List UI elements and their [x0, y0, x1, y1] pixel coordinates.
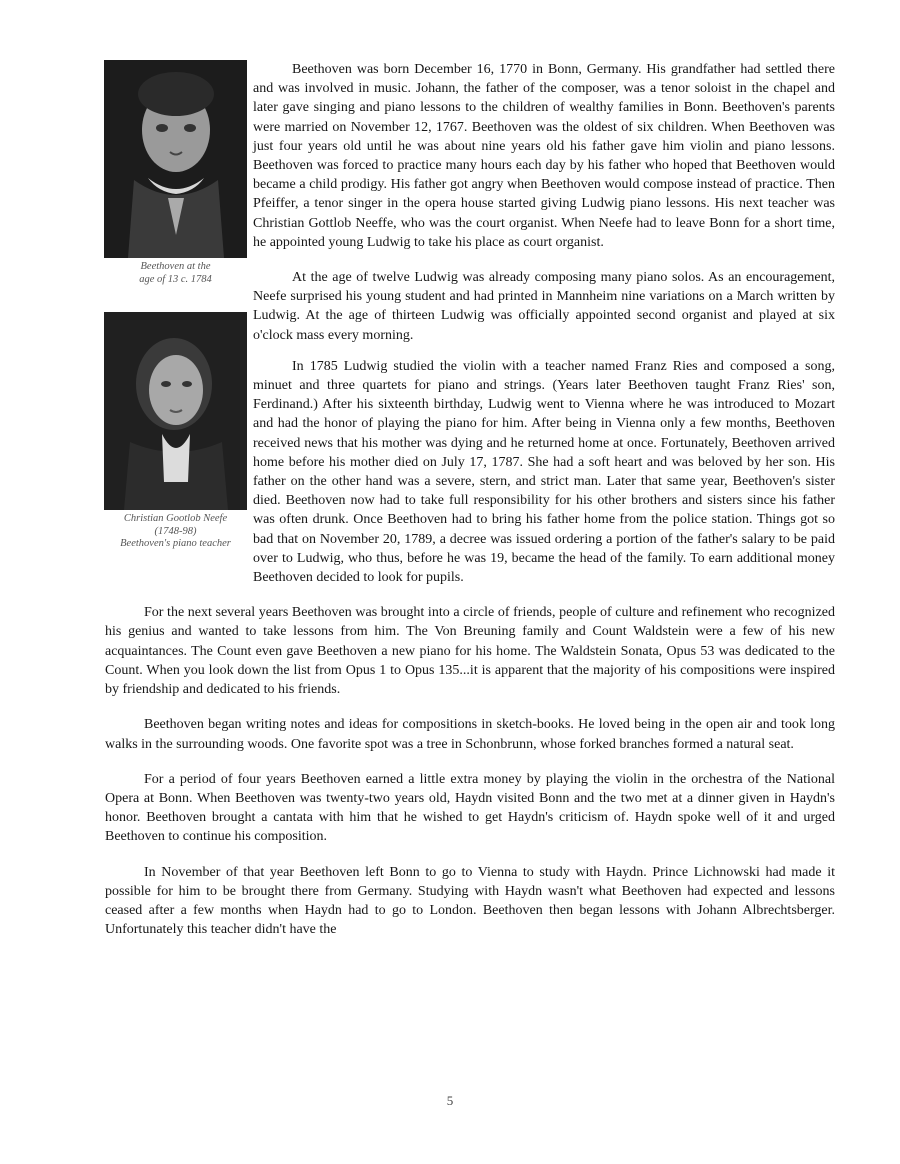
caption-line: Christian Gootlob Neefe: [123, 513, 228, 524]
paragraph: At the age of twelve Ludwig was already composing many piano solos. As an encouragement, Neefe surprised his young student and had printed in Mannheim nine variations on a March written by Ludwig. At the age of thirteen Ludwig was officially appointed second organist and played at six o'clock mass every morning.: [253, 270, 835, 343]
paragraph: In November of that year Beethoven left Bonn to go to Vienna to study with Haydn. Prince Lichnowski had made it possible for him to be brought there from Germany. Studying with Haydn wasn't what Beethoven had expected and lessons ceased after a few months when Haydn had to go to London. Beethoven then began lessons with Johann Albrechtsberger. Unfortunately this teacher didn't have the: [105, 864, 835, 938]
caption-line: Beethoven at the: [140, 261, 211, 272]
caption-line: (1748-98): [154, 525, 197, 537]
text-column: [105, 60, 835, 939]
beethoven-caption: [98, 261, 253, 286]
neefe-portrait-icon: [104, 312, 247, 510]
paragraph: Beethoven began writing notes and ideas for compositions in sketch-books. He loved being in the open air and took long walks in the surrounding woods. One favorite spot was a tree in Schonbrunn, whose forked branches formed a natural seat.: [105, 717, 835, 752]
figure-neefe: [98, 312, 253, 575]
beethoven-portrait-icon: [104, 60, 247, 258]
page-number: 5: [446, 1093, 454, 1108]
neefe-caption: [98, 513, 253, 551]
paragraph: In 1785 Ludwig studied the violin with a teacher named Franz Ries and composed a song, minuet and three quartets for piano and strings. (Years later Beethoven taught Franz Ries' son, Ferdinand.) After his sixteenth birthday, Ludwig went to Vienna where he was introduced to Mozart and had the honor of playing the piano for him. After being in Vienna only a few months, Beethoven received news that his mother was dying and he returned home at once. Fortunately, Beethoven arrived home before his mother died on July 17, 1787. She had a soft heart and was beloved by her son. His father on the other hand was a severe, stern, and strict man. Later that same year, Beethoven's sister died. Beethoven now had to take full responsibility for his other brothers and sisters since his father was often drunk. Once Beethoven had to bring his father home from the police station. Things got so bad that on November 20, 1789, a decree was issued ordering a portion of the father's salary to be paid over to Ludwig, who thus, before he was 19, became the head of the family. To earn additional money Beethoven decided to look for pupils.: [253, 358, 835, 586]
caption-line: age of 13 c. 1784: [139, 273, 212, 285]
paragraph: For a period of four years Beethoven earned a little extra money by playing the violin in the orchestra of the National Opera at Bonn. When Beethoven was twenty-two years old, Haydn visited Bonn and the two met at a dinner given in Haydn's honor. Beethoven brought a cantata with him that he wished to get Haydn's criticism of. Haydn spoke well of it and urged Beethoven to continue his composition.: [105, 771, 835, 845]
caption-line: Beethoven's piano teacher: [120, 538, 231, 549]
paragraph: Beethoven was born December 16, 1770 in Bonn, Germany. His grandfather had settled there and was involved in music. Johann, the father of the composer, was a tenor soloist in the chapel and later gave singing and piano lessons to the children of wealthy families in Bonn. Beethoven's parents were married on November 12, 1767. Beethoven was the oldest of six children. When Beethoven was just four years old until he was about nine years old his father gave him violin and piano lessons. Beethoven was forced to practice many hours each day by his father who hoped that Beethoven would became a child prodigy. His father got angry when Beethoven would compose instead of practice. Then Pfeiffer, a tenor singer in the opera house started giving Ludwig piano lessons. His next teacher was Christian Gottlob Neeffe, who was the court organist. When Neefe had to leave Bonn for a short time, he appointed young Ludwig to take his place as court organist.: [253, 62, 835, 250]
paragraph: For the next several years Beethoven was brought into a circle of friends, people of culture and refinement who recognized his genius and wanted to take lessons from him. The Von Breuning family and Count Waldstein were a few of his new acquaintances. The Count even gave Beethoven a new piano for his home. The Waldstein Sonata, Opus 53 was dedicated to the Count. When you look down the list from Opus 1 to Opus 135...it is apparent that the majority of his compositions were inspired by friendship and dedicated to his friends.: [105, 605, 835, 698]
figure-beethoven: [98, 60, 253, 310]
